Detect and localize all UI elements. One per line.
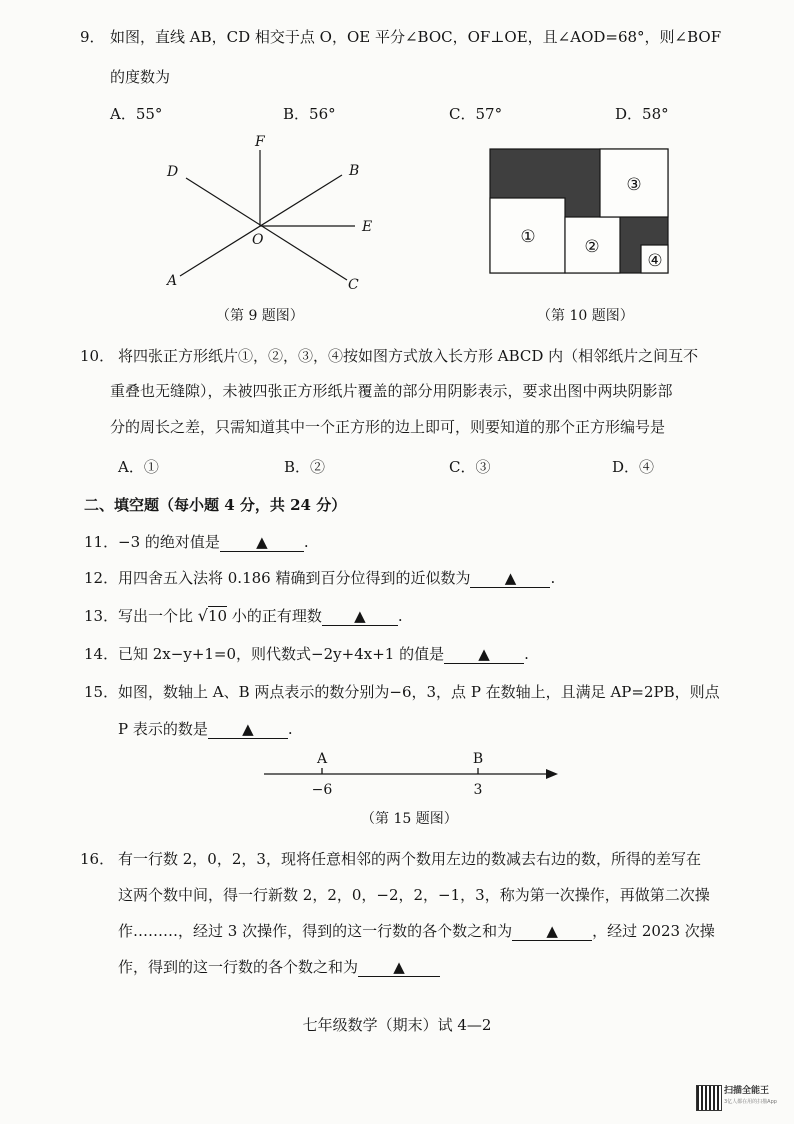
q9-option-b: B．56°: [283, 105, 336, 123]
q10-option-b: B．②: [284, 458, 326, 476]
label-b: B: [349, 163, 360, 179]
q15-text-line1: 如图，数轴上 A、B 两点表示的数分别为−6，3，点 P 在数轴上，且满足 AP=2PB，则点: [118, 683, 720, 701]
q14-text: [118, 643, 529, 664]
q14-stem: 已知 2x−y+1=0，则代数式−2y+4x+1 的值是: [118, 645, 445, 663]
q12-period: .: [550, 569, 556, 587]
q13-stem-2: 小的正有理数: [231, 607, 322, 625]
q9-option-d: D．58°: [615, 105, 669, 123]
q12-answer-blank[interactable]: ▲: [470, 570, 550, 588]
q16-text-line4: [118, 956, 440, 977]
label-d: D: [167, 164, 179, 180]
q11-stem: −3 的绝对值是: [118, 533, 220, 551]
q15-number: 15．: [84, 683, 119, 701]
q11-answer-blank[interactable]: ▲: [220, 534, 304, 552]
q13-text: [118, 605, 403, 626]
q10-text-line3: 分的周长之差，只需知道其中一个正方形的边上即可，则要知道的那个正方形编号是: [110, 418, 666, 436]
q10-option-a: A．①: [118, 458, 159, 476]
q9-angle-figure: [150, 130, 390, 300]
q10-text-line2: 重叠也无缝隙），未被四张正方形纸片覆盖的部分用阴影表示，要求出图中两块阴影部: [110, 382, 673, 400]
q14-number: 14．: [84, 645, 119, 663]
q16-stem-3: 作………，经过 3 次操作，得到的这一行数的各个数之和为: [118, 922, 513, 940]
q13-number: 13．: [84, 607, 119, 625]
q9-number: 9．: [80, 28, 105, 46]
q10-number: 10．: [80, 347, 115, 365]
q12-stem: 用四舍五入法将 0.186 精确到百分位得到的近似数为: [118, 569, 471, 587]
watermark-brand: 扫描全能王: [724, 1086, 770, 1096]
q10-squares-figure: [488, 147, 672, 277]
q12-text: [118, 567, 555, 588]
q10-option-c: C．③: [449, 458, 491, 476]
q15-answer-blank[interactable]: ▲: [208, 721, 288, 739]
line-dc: [186, 178, 347, 280]
label-a: A: [167, 273, 178, 289]
q16-number: 16．: [80, 850, 115, 868]
q14-answer-blank[interactable]: ▲: [444, 646, 524, 664]
q11-period: .: [303, 533, 309, 551]
q16-stem-3b: ，经过 2023 次操: [592, 922, 715, 940]
section-title-fill-in: 二、填空题（每小题 4 分，共 24 分）: [84, 496, 347, 514]
label-f: F: [255, 134, 265, 150]
q15-stem: P 表示的数是: [118, 720, 208, 738]
q16-answer-blank-2[interactable]: ▲: [358, 959, 440, 977]
q13-stem: 写出一个比: [118, 607, 194, 625]
label-c: C: [348, 277, 359, 293]
q16-text-line3: [118, 920, 715, 941]
q9-option-a: A．55°: [110, 105, 163, 123]
label-square-1: ①: [520, 227, 536, 247]
q13-radicand: 10: [208, 607, 228, 625]
q15-period: .: [287, 720, 293, 738]
q16-stem-4: 作，得到的这一行数的各个数之和为: [118, 958, 359, 976]
axis-arrow-icon: [546, 769, 558, 779]
q9-caption: （第 9 题图）: [216, 308, 304, 324]
label-e: E: [362, 219, 373, 235]
q9-text-line1: 如图，直线 AB，CD 相交于点 O，OE 平分∠BOC，OF⊥OE，且∠AOD=68°，则∠BOF: [110, 28, 722, 46]
q16-answer-blank-1[interactable]: ▲: [512, 923, 592, 941]
scanner-watermark: [724, 1086, 777, 1108]
point-b-value: 3: [473, 782, 483, 798]
q15-caption: （第 15 题图）: [361, 811, 458, 827]
q15-number-line: [258, 745, 568, 805]
watermark-subtitle: 3亿人都在用的扫描App: [724, 1099, 777, 1105]
q11-text: [118, 531, 309, 552]
q14-period: .: [524, 645, 529, 663]
page-footer: 七年级数学（期末）试 4—2: [302, 1016, 492, 1034]
qr-code-icon: [696, 1085, 722, 1111]
q16-text-line2: 这两个数中间，得一行新数 2，2，0，−2，2，−1，3，称为第一次操作，再做第二次操: [118, 886, 710, 904]
q10-caption: （第 10 题图）: [537, 308, 634, 324]
point-a-value: −6: [311, 782, 333, 798]
q9-text-line2: 的度数为: [110, 68, 171, 86]
q10-text-line1: 将四张正方形纸片①，②，③，④按如图方式放入长方形 ABCD 内（相邻纸片之间互不: [118, 347, 699, 365]
q13-answer-blank[interactable]: ▲: [322, 608, 398, 626]
q10-option-d: D．④: [612, 458, 655, 476]
label-o: O: [252, 232, 264, 248]
q9-option-c: C．57°: [449, 105, 503, 123]
point-b-label: B: [472, 751, 484, 767]
q15-text-line2: [118, 718, 293, 739]
q12-number: 12．: [84, 569, 119, 587]
label-square-3: ③: [626, 175, 642, 195]
sqrt-sign-icon: √: [197, 606, 208, 625]
point-a-label: A: [316, 751, 328, 767]
label-square-2: ②: [584, 237, 600, 257]
q11-number: 11．: [84, 533, 119, 551]
label-square-4: ④: [647, 251, 663, 271]
q16-text-line1: 有一行数 2，0，2，3，现将任意相邻的两个数用左边的数减去右边的数，所得的差写在: [118, 850, 701, 868]
q13-period: .: [397, 607, 403, 625]
